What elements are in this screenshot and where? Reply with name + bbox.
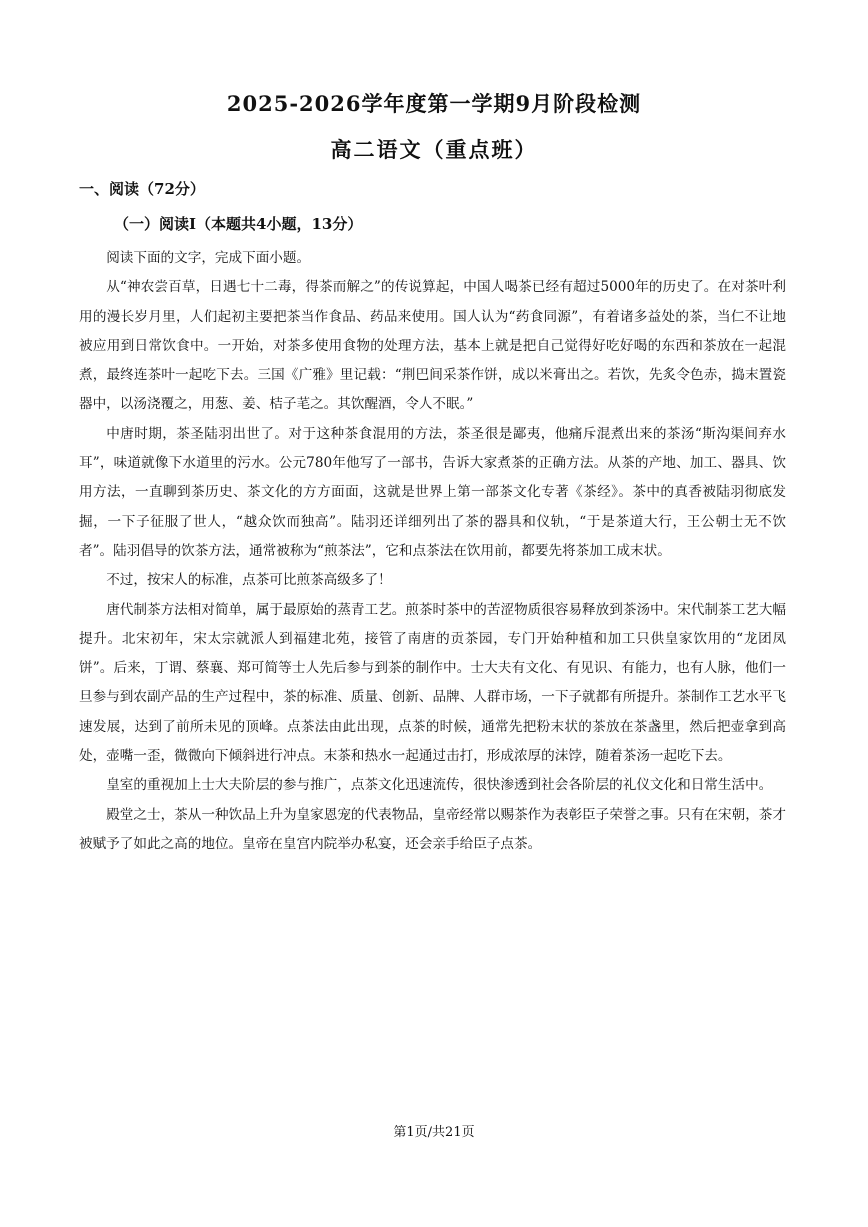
passage-paragraph: 从“神农尝百草，日遇七十二毒，得茶而解之”的传说算起，中国人喝茶已经有超过5000年的历史了。在对茶叶利用的漫长岁月里，人们起初主要把茶当作食品、药品来使用。国人认为“药食同源”，有着诸多益处的茶，当仁不让地被应用到日常饮食中。一开始，对茶多使用食物的处理方法，基本上就是把自己觉得好吃好喝的东西和茶放在一起混煮，最终连茶叶一起吃下去。三国《广雅》里记载：“荆巴间采茶作饼，成以米膏出之。若饮，先炙令色赤，捣末置瓷器中，以汤浇覆之，用葱、姜、桔子芼之。其饮醒酒，令人不眠。”: [79, 279, 786, 413]
passage-paragraph: 中唐时期，茶圣陆羽出世了。对于这种茶食混用的方法，茶圣很是鄙夷，他痛斥混煮出来的茶汤“斯沟渠间弃水耳”，味道就像下水道里的污水。公元780年他写了一部书，告诉大家煮茶的正确方法。从茶的产地、加工、器具、饮用方法，一直聊到茶历史、茶文化的方方面面，这就是世界上第一部茶文化专著《茶经》。茶中的真香被陆羽彻底发掘，一下子征服了世人，“越众饮而独高”。陆羽还详细列出了茶的器具和仪轨，“于是茶道大行，王公朝士无不饮者”。陆羽倡导的饮茶方法，通常被称为“煎茶法”，它和点茶法在饮用前，都要先将茶加工成末状。: [79, 425, 786, 559]
exam-title: 2025-2026学年度第一学期9月阶段检测: [226, 91, 642, 116]
section-heading: 一、阅读（72分）: [79, 180, 205, 198]
instruction-paragraph: 阅读下面的文字，完成下面小题。: [106, 250, 311, 266]
passage-paragraph: 殿堂之士，茶从一种饮品上升为皇家恩宠的代表物品，皇帝经常以赐茶作为表彰臣子荣誉之事。只有在宋朝，茶才被赋予了如此之高的地位。皇帝在皇宫内院举办私宴，还会亲手给臣子点茶。: [79, 806, 786, 852]
passage-paragraph: 唐代制茶方法相对简单，属于最原始的蒸青工艺。煎茶时茶中的苦涩物质很容易释放到茶汤中。宋代制茶工艺大幅提升。北宋初年，宋太宗就派人到福建北苑，接管了南唐的贡茶园，专门开始种植和加工只供皇家饮用的“龙团凤饼”。后来，丁谓、蔡襄、郑可简等士人先后参与到茶的制作中。士大夫有文化、有见识、有能力，也有人脉，他们一旦参与到农副产品的生产过程中，茶的标准、质量、创新、品牌、人群市场，一下子就都有所提升。茶制作工艺水平飞速发展，达到了前所未见的顶峰。点茶法由此出现，点茶的时候，通常先把粉末状的茶放在茶盏里，然后把壶拿到高处，壶嘴一歪，微微向下倾斜进行冲点。末茶和热水一起通过击打，形成浓厚的沫饽，随着茶汤一起吃下去。: [79, 601, 786, 765]
exam-subtitle: 高二语文（重点班）: [330, 137, 538, 162]
subsection-heading: （一）阅读Ⅰ（本题共4小题，13分）: [114, 215, 363, 233]
passage-paragraph: 不过，按宋人的标准，点茶可比煎茶高级多了！: [106, 572, 392, 589]
passage-body: [79, 244, 786, 859]
passage-paragraph: 皇室的重视加上士大夫阶层的参与推广，点茶文化迅速流传，很快渗透到社会各阶层的礼仪文化和日常生活中。: [106, 777, 773, 794]
page-footer: 第1页/共21页: [393, 1125, 475, 1140]
